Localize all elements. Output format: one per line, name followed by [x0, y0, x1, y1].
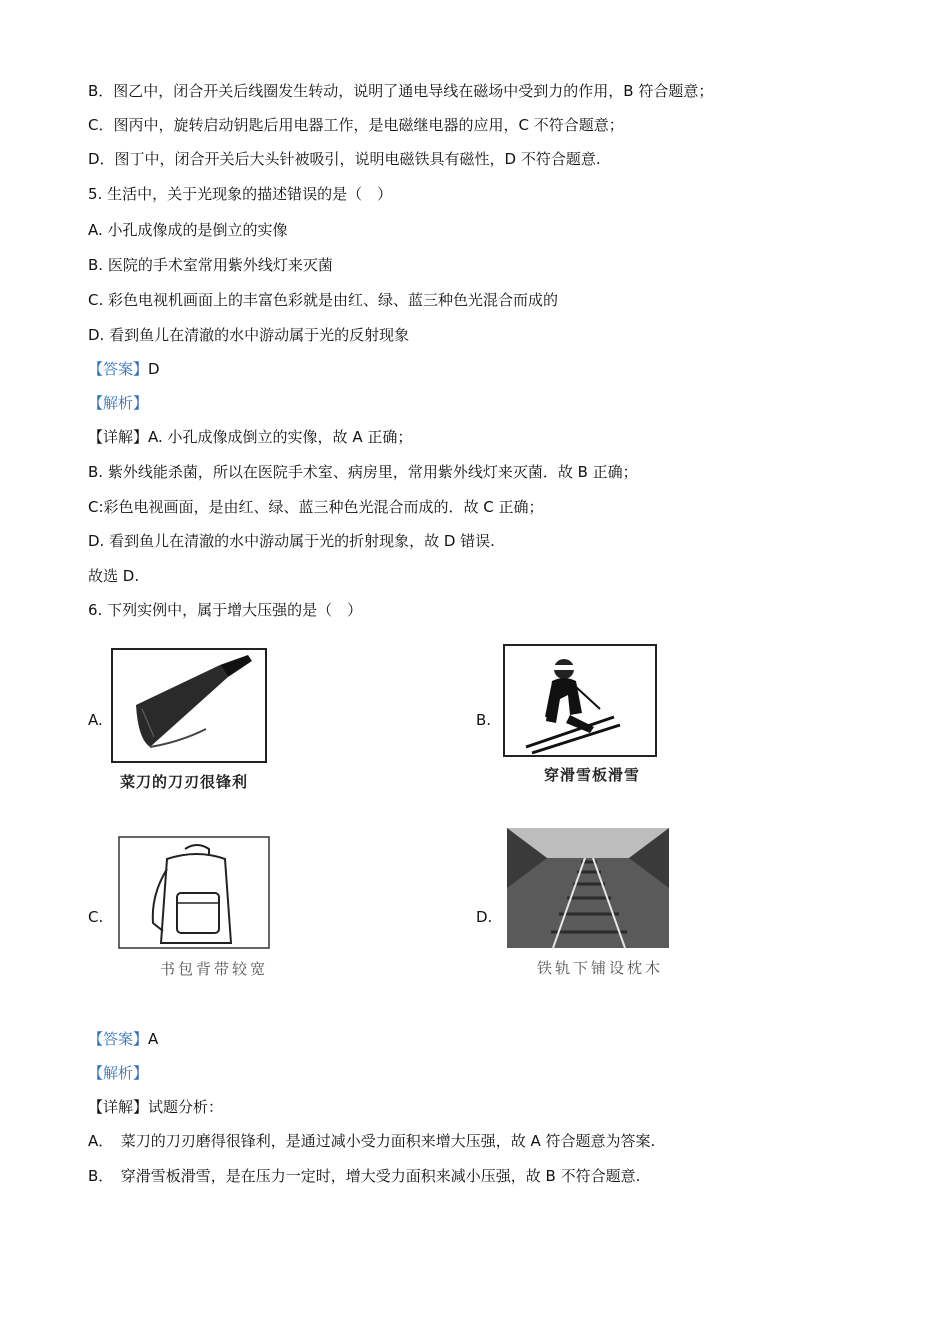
- answer-label: 【答案】: [88, 360, 149, 378]
- option-a-caption: 菜刀的刀刃很锋利: [120, 773, 249, 791]
- railway-track-icon: [507, 828, 669, 948]
- option-d-caption: 铁轨下铺设枕木: [537, 959, 664, 977]
- option-b-figure: [502, 643, 660, 759]
- detail-text: 试题分析：: [148, 1098, 224, 1116]
- answer-value: D: [148, 360, 160, 378]
- option-d-figure: [507, 828, 669, 948]
- question-5-option-b: B. 医院的手术室常用紫外线灯来灭菌: [88, 256, 333, 274]
- explanation-6-a: A． 菜刀的刀刃磨得很锋利，是通过减小受力面积来增大压强，故 A 符合题意为答案.: [88, 1132, 656, 1150]
- kitchen-knife-icon: [110, 647, 270, 765]
- explanation-5-c: C:彩色电视画面，是由红、绿、蓝三种色光混合而成的．故 C 正确；: [88, 498, 544, 516]
- detail-text: A. 小孔成像成倒立的实像，故 A 正确；: [148, 428, 413, 446]
- text-line-prev-b: B．图乙中，闭合开关后线圈发生转动，说明了通电导线在磁场中受到力的作用，B 符合题意；: [88, 82, 714, 100]
- option-d-letter: D.: [476, 908, 493, 926]
- detail-label: 【详解】: [88, 1098, 149, 1116]
- question-6-stem: 6. 下列实例中，属于增大压强的是（ ）: [88, 601, 363, 619]
- question-5-option-a: A. 小孔成像成的是倒立的实像: [88, 221, 288, 239]
- explanation-5-d: D. 看到鱼儿在清澈的水中游动属于光的折射现象，故 D 错误.: [88, 532, 495, 550]
- question-5-option-c: C. 彩色电视机画面上的丰富色彩就是由红、绿、蓝三种色光混合而成的: [88, 291, 559, 309]
- analysis-label: 【解析】: [88, 1064, 149, 1082]
- explanation-5-selection: 故选 D.: [88, 567, 140, 585]
- option-c-letter: C.: [88, 908, 104, 926]
- option-c-figure: [117, 835, 273, 951]
- question-5-stem: 5. 生活中，关于光现象的描述错误的是（ ）: [88, 185, 393, 203]
- answer-value: A: [148, 1030, 159, 1048]
- detail-label: 【详解】: [88, 428, 149, 446]
- option-a-figure: [110, 647, 270, 765]
- option-b-letter: B.: [476, 711, 492, 729]
- answer-6: [88, 1029, 158, 1049]
- option-a-letter: A.: [88, 711, 103, 729]
- backpack-icon: [117, 835, 273, 951]
- answer-5: [88, 359, 160, 379]
- question-5-option-d: D. 看到鱼儿在清澈的水中游动属于光的反射现象: [88, 326, 410, 344]
- skier-icon: [502, 643, 660, 759]
- analysis-label: 【解析】: [88, 394, 149, 412]
- option-b-caption: 穿滑雪板滑雪: [544, 766, 641, 784]
- detail-6: [88, 1097, 223, 1117]
- analysis-5-label: [88, 393, 148, 413]
- option-c-caption: 书包背带较宽: [160, 960, 269, 978]
- explanation-6-b: B． 穿滑雪板滑雪，是在压力一定时，增大受力面积来减小压强，故 B 不符合题意.: [88, 1167, 641, 1185]
- text-line-prev-d: D．图丁中，闭合开关后大头针被吸引，说明电磁铁具有磁性，D 不符合题意.: [88, 150, 601, 168]
- detail-5: [88, 427, 412, 447]
- analysis-6-label: [88, 1063, 148, 1083]
- explanation-5-b: B. 紫外线能杀菌，所以在医院手术室、病房里，常用紫外线灯来灭菌．故 B 正确；: [88, 463, 638, 481]
- answer-label: 【答案】: [88, 1030, 149, 1048]
- text-line-prev-c: C．图丙中，旋转启动钥匙后用电器工作，是电磁继电器的应用，C 不符合题意；: [88, 116, 624, 134]
